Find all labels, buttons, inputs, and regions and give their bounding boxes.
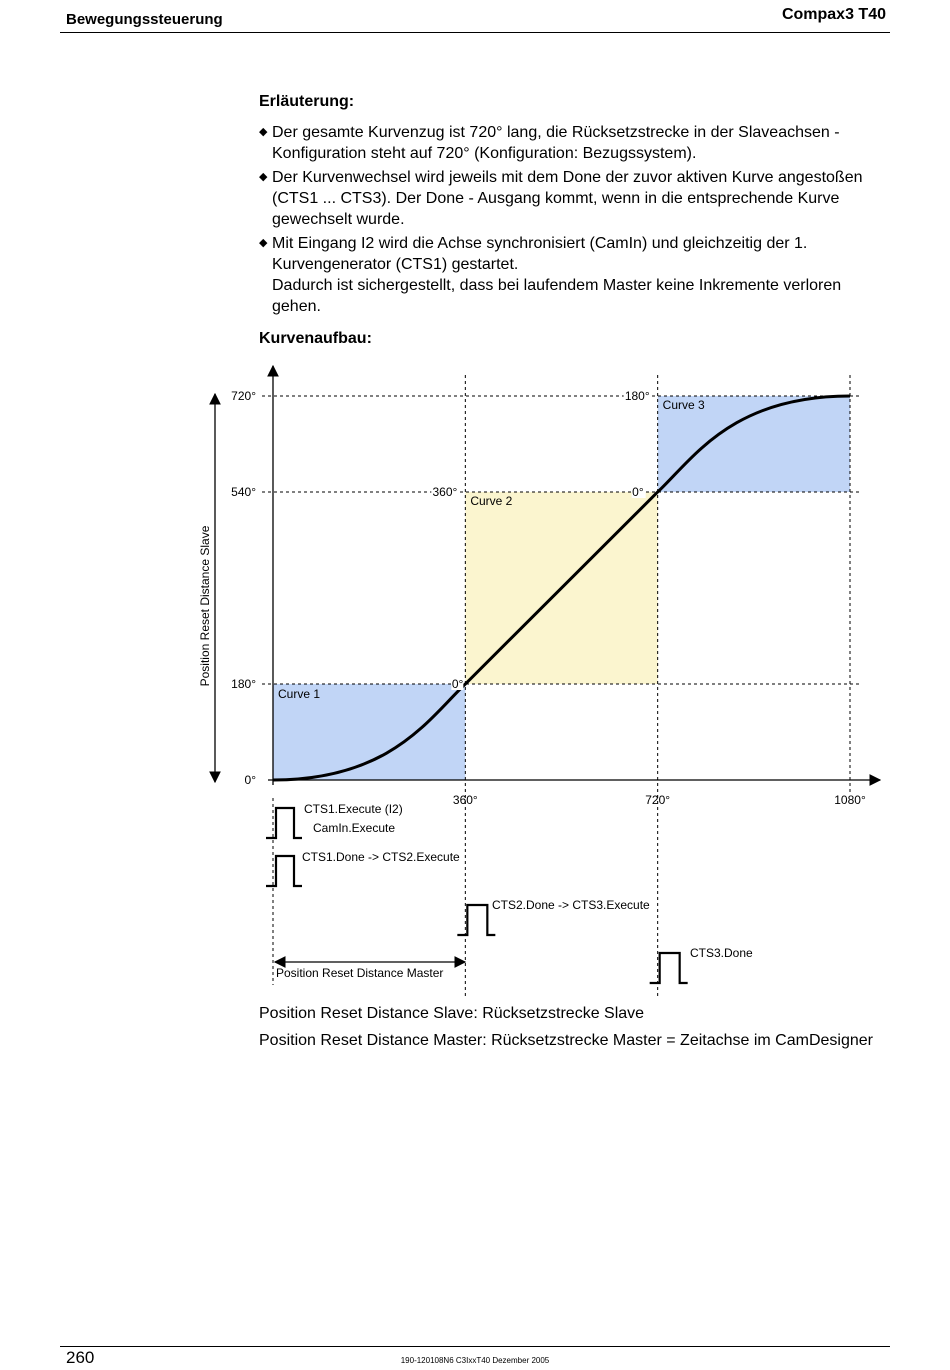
signal-pulse xyxy=(266,856,302,886)
bullet-text: Der Kurvenwechsel wird jeweils mit dem Done der zuvor aktiven Kurve angestoßen (CTS1 ... CTS3). Der Done - Ausgang kommt, wenn in die entsprechende Kurve gewechselt wurde. xyxy=(272,169,863,228)
document-id: 190-120108N6 C3IxxT40 Dezember 2005 xyxy=(400,1356,550,1365)
bullet-text: Dadurch ist sichergestellt, dass bei laufendem Master keine Inkremente verloren gehen. xyxy=(272,277,842,315)
header-section-title: Bewegungssteuerung xyxy=(66,11,223,28)
signal-label: CamIn.Execute xyxy=(313,821,396,835)
cam-curve-diagram xyxy=(0,360,950,1000)
explanation-heading: Erläuterung: xyxy=(259,93,355,110)
bullet-diamond-icon: ◆ xyxy=(259,126,268,138)
definition-slave: Position Reset Distance Slave: Rücksetzstrecke Slave xyxy=(259,1005,645,1022)
bullet-text: Der gesamte Kurvenzug ist 720° lang, die Rücksetzstrecke in der Slaveachsen - Konfiguration steht auf 720° (Konfiguration: Bezugssystem). xyxy=(272,124,840,162)
explanation-list xyxy=(259,122,889,320)
bullet-diamond-icon: ◆ xyxy=(259,237,268,249)
phase-label: 180° xyxy=(624,389,650,403)
y-axis-title: Position Reset Distance Slave xyxy=(198,525,212,687)
x-tick-label: 1080° xyxy=(834,793,866,807)
phase-label: 360° xyxy=(432,485,458,499)
footer-rule xyxy=(60,1346,890,1347)
curve-name-label: Curve 1 xyxy=(278,687,321,701)
phase-label: 0° xyxy=(451,677,464,691)
y-tick-label: 180° xyxy=(231,677,256,691)
signal-label: CTS1.Execute (I2) xyxy=(304,802,403,816)
signal-pulse xyxy=(457,905,495,935)
definitions xyxy=(259,1004,889,1058)
explanation-bullet xyxy=(259,167,889,230)
definition-master: Position Reset Distance Master: Rücksetzstrecke Master = Zeitachse im CamDesigner xyxy=(259,1032,873,1049)
bullet-diamond-icon: ◆ xyxy=(259,171,268,183)
header-product-title: Compax3 T40 xyxy=(781,6,886,23)
x-axis-title: Position Reset Distance Master xyxy=(276,966,444,980)
y-tick-label: 720° xyxy=(231,389,256,403)
signal-pulse xyxy=(266,808,302,838)
signal-pulse xyxy=(650,953,688,983)
explanation-bullet xyxy=(259,122,889,164)
page-number: 260 xyxy=(66,1348,95,1367)
explanation-bullet xyxy=(259,233,889,317)
curve-name-label: Curve 3 xyxy=(662,398,705,412)
signal-label: CTS3.Done xyxy=(690,946,753,960)
y-tick-label: 540° xyxy=(231,485,256,499)
x-tick-label: 360° xyxy=(452,793,478,807)
phase-label: 0° xyxy=(632,485,644,499)
header-rule xyxy=(60,32,890,33)
curve-name-label: Curve 2 xyxy=(470,494,513,508)
signal-label: CTS1.Done -> CTS2.Execute xyxy=(302,850,460,864)
x-tick-label: 720° xyxy=(645,793,671,807)
signal-label: CTS2.Done -> CTS3.Execute xyxy=(492,898,650,912)
y-tick-label: 0° xyxy=(244,773,256,787)
curve-structure-heading: Kurvenaufbau: xyxy=(259,330,372,347)
bullet-text: Mit Eingang I2 wird die Achse synchronisiert (CamIn) und gleichzeitig der 1. Kurvengenerator (CTS1) gestartet. xyxy=(272,235,808,273)
